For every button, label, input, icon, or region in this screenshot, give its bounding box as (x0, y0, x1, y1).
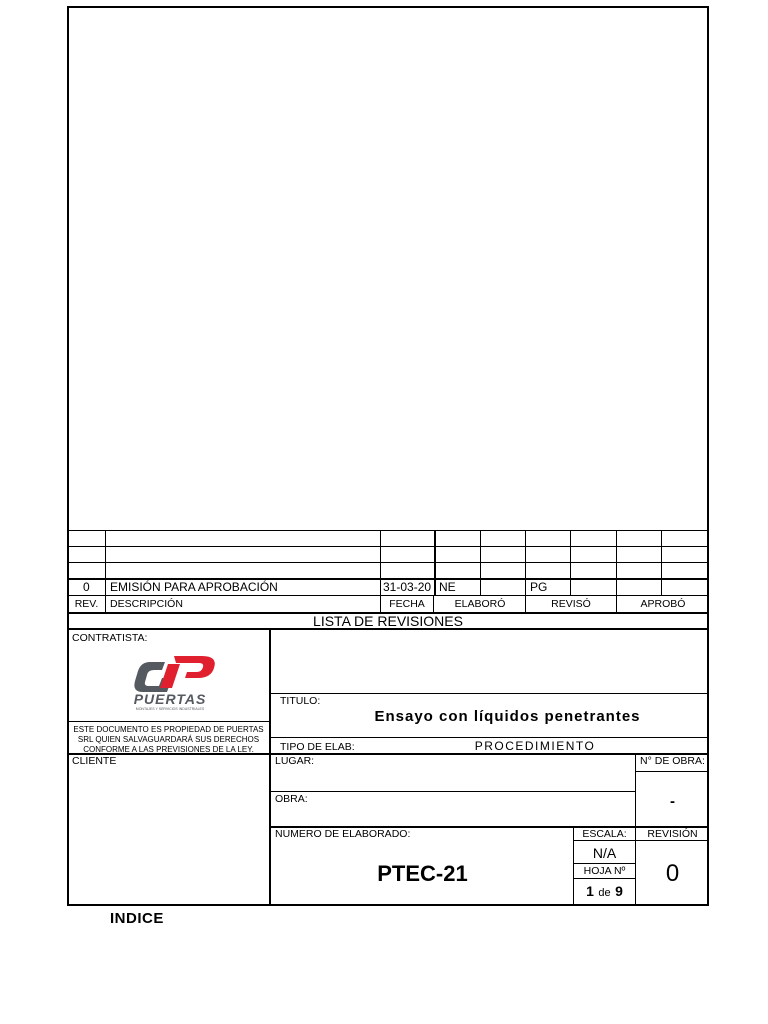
date-header: FECHA (389, 598, 425, 610)
revision-elaborated-value: NE (439, 580, 456, 594)
place-label: LUGAR: (275, 755, 315, 767)
elaboration-type-value: PROCEDIMIENTO (474, 739, 596, 753)
scale-label: ESCALA: (582, 828, 627, 840)
document-number-value: PTEC-21 (377, 861, 468, 886)
puertas-logo (110, 648, 230, 712)
work-number-label: N° DE OBRA: (640, 755, 705, 767)
sheet-number: 1 de 9 (586, 883, 623, 899)
scale-value: N/A (592, 845, 617, 861)
rev-header: REV. (74, 598, 99, 610)
document-title: Ensayo con líquidos penetrantes (374, 708, 641, 725)
revision-date-value: 31-03-20 (383, 580, 432, 594)
title-label: TITULO: (280, 695, 321, 707)
description-header: DESCRIPCIÓN (110, 598, 183, 610)
index-heading: INDICE (110, 910, 164, 927)
work-label: OBRA: (275, 793, 308, 805)
elaborated-header: ELABORÓ (454, 598, 506, 610)
revision-description-value: EMISIÓN PARA APROBACIÓN (110, 580, 278, 594)
revision-rev-value: 0 (83, 580, 90, 594)
logo-tagline: MONTAJES Y SERVICIOS INDUSTRIALES (135, 707, 205, 711)
contratista-label: CONTRATISTA: (72, 632, 148, 644)
revision-value: 0 (665, 860, 680, 887)
reviewed-header: REVISÓ (551, 598, 591, 610)
sheet-label: HOJA Nº (583, 865, 626, 877)
client-label: CLIENTE (72, 755, 117, 767)
revision-label: REVISIÓN (647, 828, 698, 840)
page-frame (67, 6, 709, 906)
ownership-notice: ESTE DOCUMENTO ES PROPIEDAD DE PUERTAS SRL QUIEN SALVAGUARDARÁ SUS DERECHOS CONFORME A LAS PREVISIONES DE LA LEY. (73, 725, 264, 754)
revision-reviewed-value: PG (530, 580, 548, 594)
logo-wordmark: PUERTAS (133, 691, 207, 707)
approved-header: APROBÓ (640, 598, 686, 610)
document-number-label: NUMERO DE ELABORADO: (275, 828, 411, 840)
revision-list-title: LISTA DE REVISIONES (313, 613, 463, 629)
work-number-value: - (670, 793, 675, 810)
elaboration-type-label: TIPO DE ELAB: (280, 741, 355, 753)
